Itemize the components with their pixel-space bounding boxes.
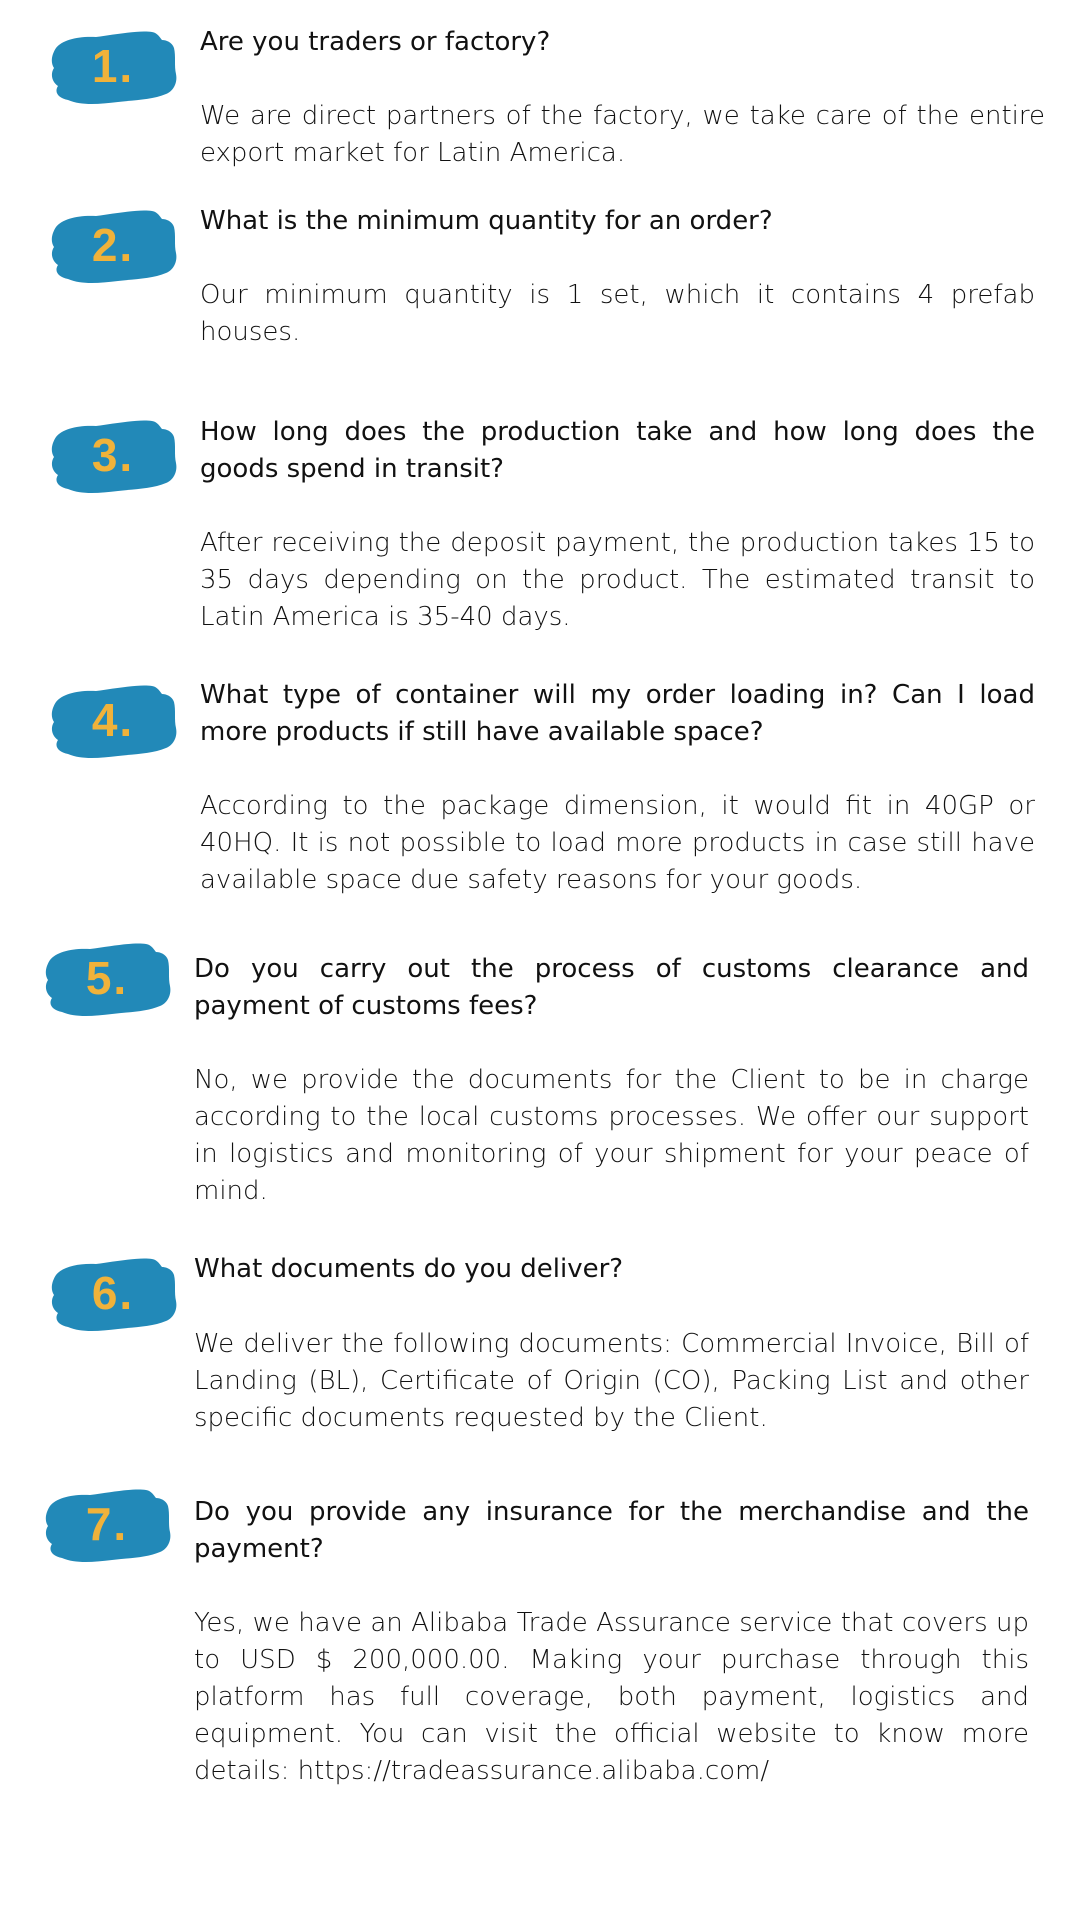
badge-number: 5. xyxy=(85,952,129,1004)
badge-number: 2. xyxy=(91,219,135,271)
answer-text: We are direct partners of the factory, we take care of the entire export market for Latin America. xyxy=(200,101,1045,168)
badge-number: 4. xyxy=(91,694,135,746)
question-text: Are you traders or factory? xyxy=(200,27,551,57)
number-badge xyxy=(42,1484,172,1564)
question-text: What is the minimum quantity for an order? xyxy=(200,206,773,236)
badge-number: 3. xyxy=(91,429,135,481)
question-text: What documents do you deliver? xyxy=(194,1254,624,1284)
question-text: Do you provide any insurance for the merchandise and the payment? xyxy=(194,1497,1029,1564)
number-badge xyxy=(42,938,172,1018)
answer-text: After receiving the deposit payment, the production takes 15 to 35 days depending on the product. The estimated transit to Latin America is 35-40 days. xyxy=(200,528,1035,632)
number-badge xyxy=(48,205,178,285)
number-badge xyxy=(48,680,178,760)
badge-number: 6. xyxy=(91,1267,135,1319)
number-badge xyxy=(48,1253,178,1333)
badge-number: 7. xyxy=(85,1498,129,1550)
answer-text: We deliver the following documents: Commercial Invoice, Bill of Landing (BL), Certificate of Origin (CO), Packing List and other specific documents requested by the Client. xyxy=(194,1329,1029,1433)
question-text: How long does the production take and how long does the goods spend in transit? xyxy=(200,417,1035,484)
number-badge xyxy=(48,26,178,106)
question-text: Do you carry out the process of customs clearance and payment of customs fees? xyxy=(194,954,1029,1021)
answer-text: Our minimum quantity is 1 set, which it contains 4 prefab houses. xyxy=(200,280,1035,347)
answer-text: No, we provide the documents for the Client to be in charge according to the local customs processes. We offer our support in logistics and monitoring of your shipment for your peace of mind. xyxy=(194,1065,1029,1206)
question-text: What type of container will my order loading in? Can I load more products if still have available space? xyxy=(200,680,1035,747)
badge-number: 1. xyxy=(91,40,135,92)
answer-text: Yes, we have an Alibaba Trade Assurance service that covers up to USD $ 200,000.00. Making your purchase through this platform has full coverage, both payment, logistics and equipment. You can visit the official website to know more details: https://tradeassurance.alibaba.com/ xyxy=(194,1608,1029,1786)
answer-text: According to the package dimension, it would fit in 40GP or 40HQ. It is not possible to load more products in case still have available space due safety reasons for your goods. xyxy=(200,791,1035,895)
number-badge xyxy=(48,415,178,495)
